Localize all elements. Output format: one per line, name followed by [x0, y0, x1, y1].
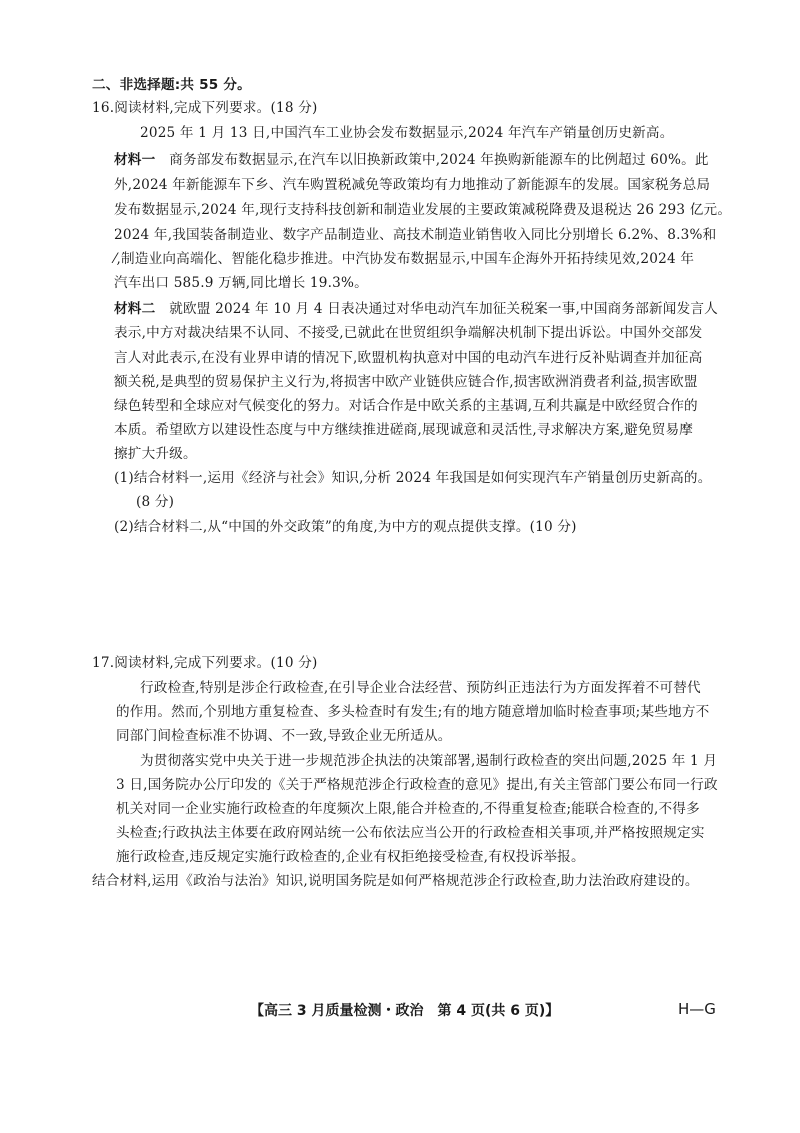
- q16-material-1: [114, 149, 722, 171]
- material-1-label: 材料一: [114, 152, 156, 168]
- q17-task: 结合材料,运用《政治与法治》知识,说明国务院是如何严格规范涉企行政检查,助力法治政府建设的。: [92, 873, 699, 889]
- q17-paragraph-2-line: 3 日,国务院办公厅印发的《关于严格规范涉企行政检查的意见》提出,有关主管部门要公布同一行政: [116, 777, 718, 793]
- material-1-line: 发布数据显示,2024 年,现行支持科技创新和制造业发展的主要政策减税降费及退税达 26 293 亿元。: [114, 202, 732, 218]
- material-1-line: 2024 年,我国装备制造业、数字产品制造业、高技术制造业销售收入同比分别增长 6.2%、8.3%和: [114, 227, 717, 243]
- q17-paragraph-1-line: 行政检查,特别是涉企行政检查,在引导企业合法经营、预防纠正违法行为方面发挥着不可替代: [140, 680, 701, 696]
- material-1-line: 汽车出口 585.9 万辆,同比增长 19.3%。: [114, 275, 368, 291]
- q17-paragraph-1-line: 同部门间检查标准不协调、不一致,导致企业无所适从。: [116, 728, 452, 744]
- material-2-line: 擦扩大升级。: [114, 446, 197, 462]
- material-1-line: 商务部发布数据显示,在汽车以旧换新政策中,2024 年换购新能源车的比例超过 60%。此: [169, 152, 709, 168]
- q16-sub2: (2)结合材料二,从“中国的外交政策”的角度,为中方的观点提供支撑。(10 分): [114, 519, 577, 535]
- material-1-line: 外,2024 年新能源车下乡、汽车购置税减免等政策均有力地推动了新能源车的发展。国家税务总局: [114, 177, 711, 193]
- q17-paragraph-2-line: 施行政检查,违反规定实施行政检查的,企业有权拒绝接受检查,有权投诉举报。: [116, 849, 585, 865]
- q17-paragraph-2-line: 为贯彻落实党中央关于进一步规范涉企执法的决策部署,遏制行政检查的突出问题,2025 年 1 月: [140, 753, 718, 769]
- q16-title: 16.阅读材料,完成下列要求。(18 分): [92, 100, 318, 116]
- material-2-line: 本质。希望欧方以建设性态度与中方继续推进磋商,展现诚意和灵活性,寻求解决方案,避免贸易摩: [114, 422, 694, 438]
- q16-sub1: (1)结合材料一,运用《经济与社会》知识,分析 2024 年我国是如何实现汽车产销量创历史新高的。: [114, 470, 712, 486]
- material-2-line: 绿色转型和全球应对气候变化的努力。对话合作是中欧关系的主基调,互利共赢是中欧经贸合作的: [114, 398, 698, 414]
- q17-title: 17.阅读材料,完成下列要求。(10 分): [92, 655, 318, 671]
- material-2-label: 材料二: [114, 301, 156, 317]
- section-title: 二、非选择题:共 55 分。: [92, 77, 251, 93]
- q17-paragraph-2-line: 头检查;行政执法主体要在政府网站统一公布依法应当公开的行政检查相关事项,并严格按照规定实: [116, 825, 705, 841]
- q16-material-2: [114, 298, 722, 320]
- material-1-line: ⁄,制造业向高端化、智能化稳步推进。中汽协发布数据显示,中国车企海外开拓持续见效,2024 年: [114, 251, 695, 267]
- q16-intro: 2025 年 1 月 13 日,中国汽车工业协会发布数据显示,2024 年汽车产销量创历史新高。: [140, 125, 674, 141]
- q16-sub1-score: (8 分): [136, 494, 175, 510]
- paper-code: H—G: [678, 1000, 716, 1018]
- page-footer: 【高三 3 月质量检测・政治 第 4 页(共 6 页)】: [250, 1003, 560, 1019]
- material-2-line: 就欧盟 2024 年 10 月 4 日表决通过对华电动汽车加征关税案一事,中国商务部新闻发言人: [169, 301, 718, 317]
- q17-paragraph-2-line: 机关对同一企业实施行政检查的年度频次上限,能合并检查的,不得重复检查;能联合检查的,不得多: [116, 801, 700, 817]
- material-2-line: 言人对此表示,在没有业界申请的情况下,欧盟机构执意对中国的电动汽车进行反补贴调查并加征高: [114, 350, 703, 366]
- q17-paragraph-1-line: 的作用。然而,个别地方重复检查、多头检查时有发生;有的地方随意增加临时检查事项;某些地方不: [116, 704, 710, 720]
- material-2-line: 表示,中方对裁决结果不认同、不接受,已就此在世贸组织争端解决机制下提出诉讼。中国外交部发: [114, 325, 703, 341]
- material-2-line: 额关税,是典型的贸易保护主义行为,将损害中欧产业链供应链合作,损害欧洲消费者利益,损害欧盟: [114, 374, 698, 390]
